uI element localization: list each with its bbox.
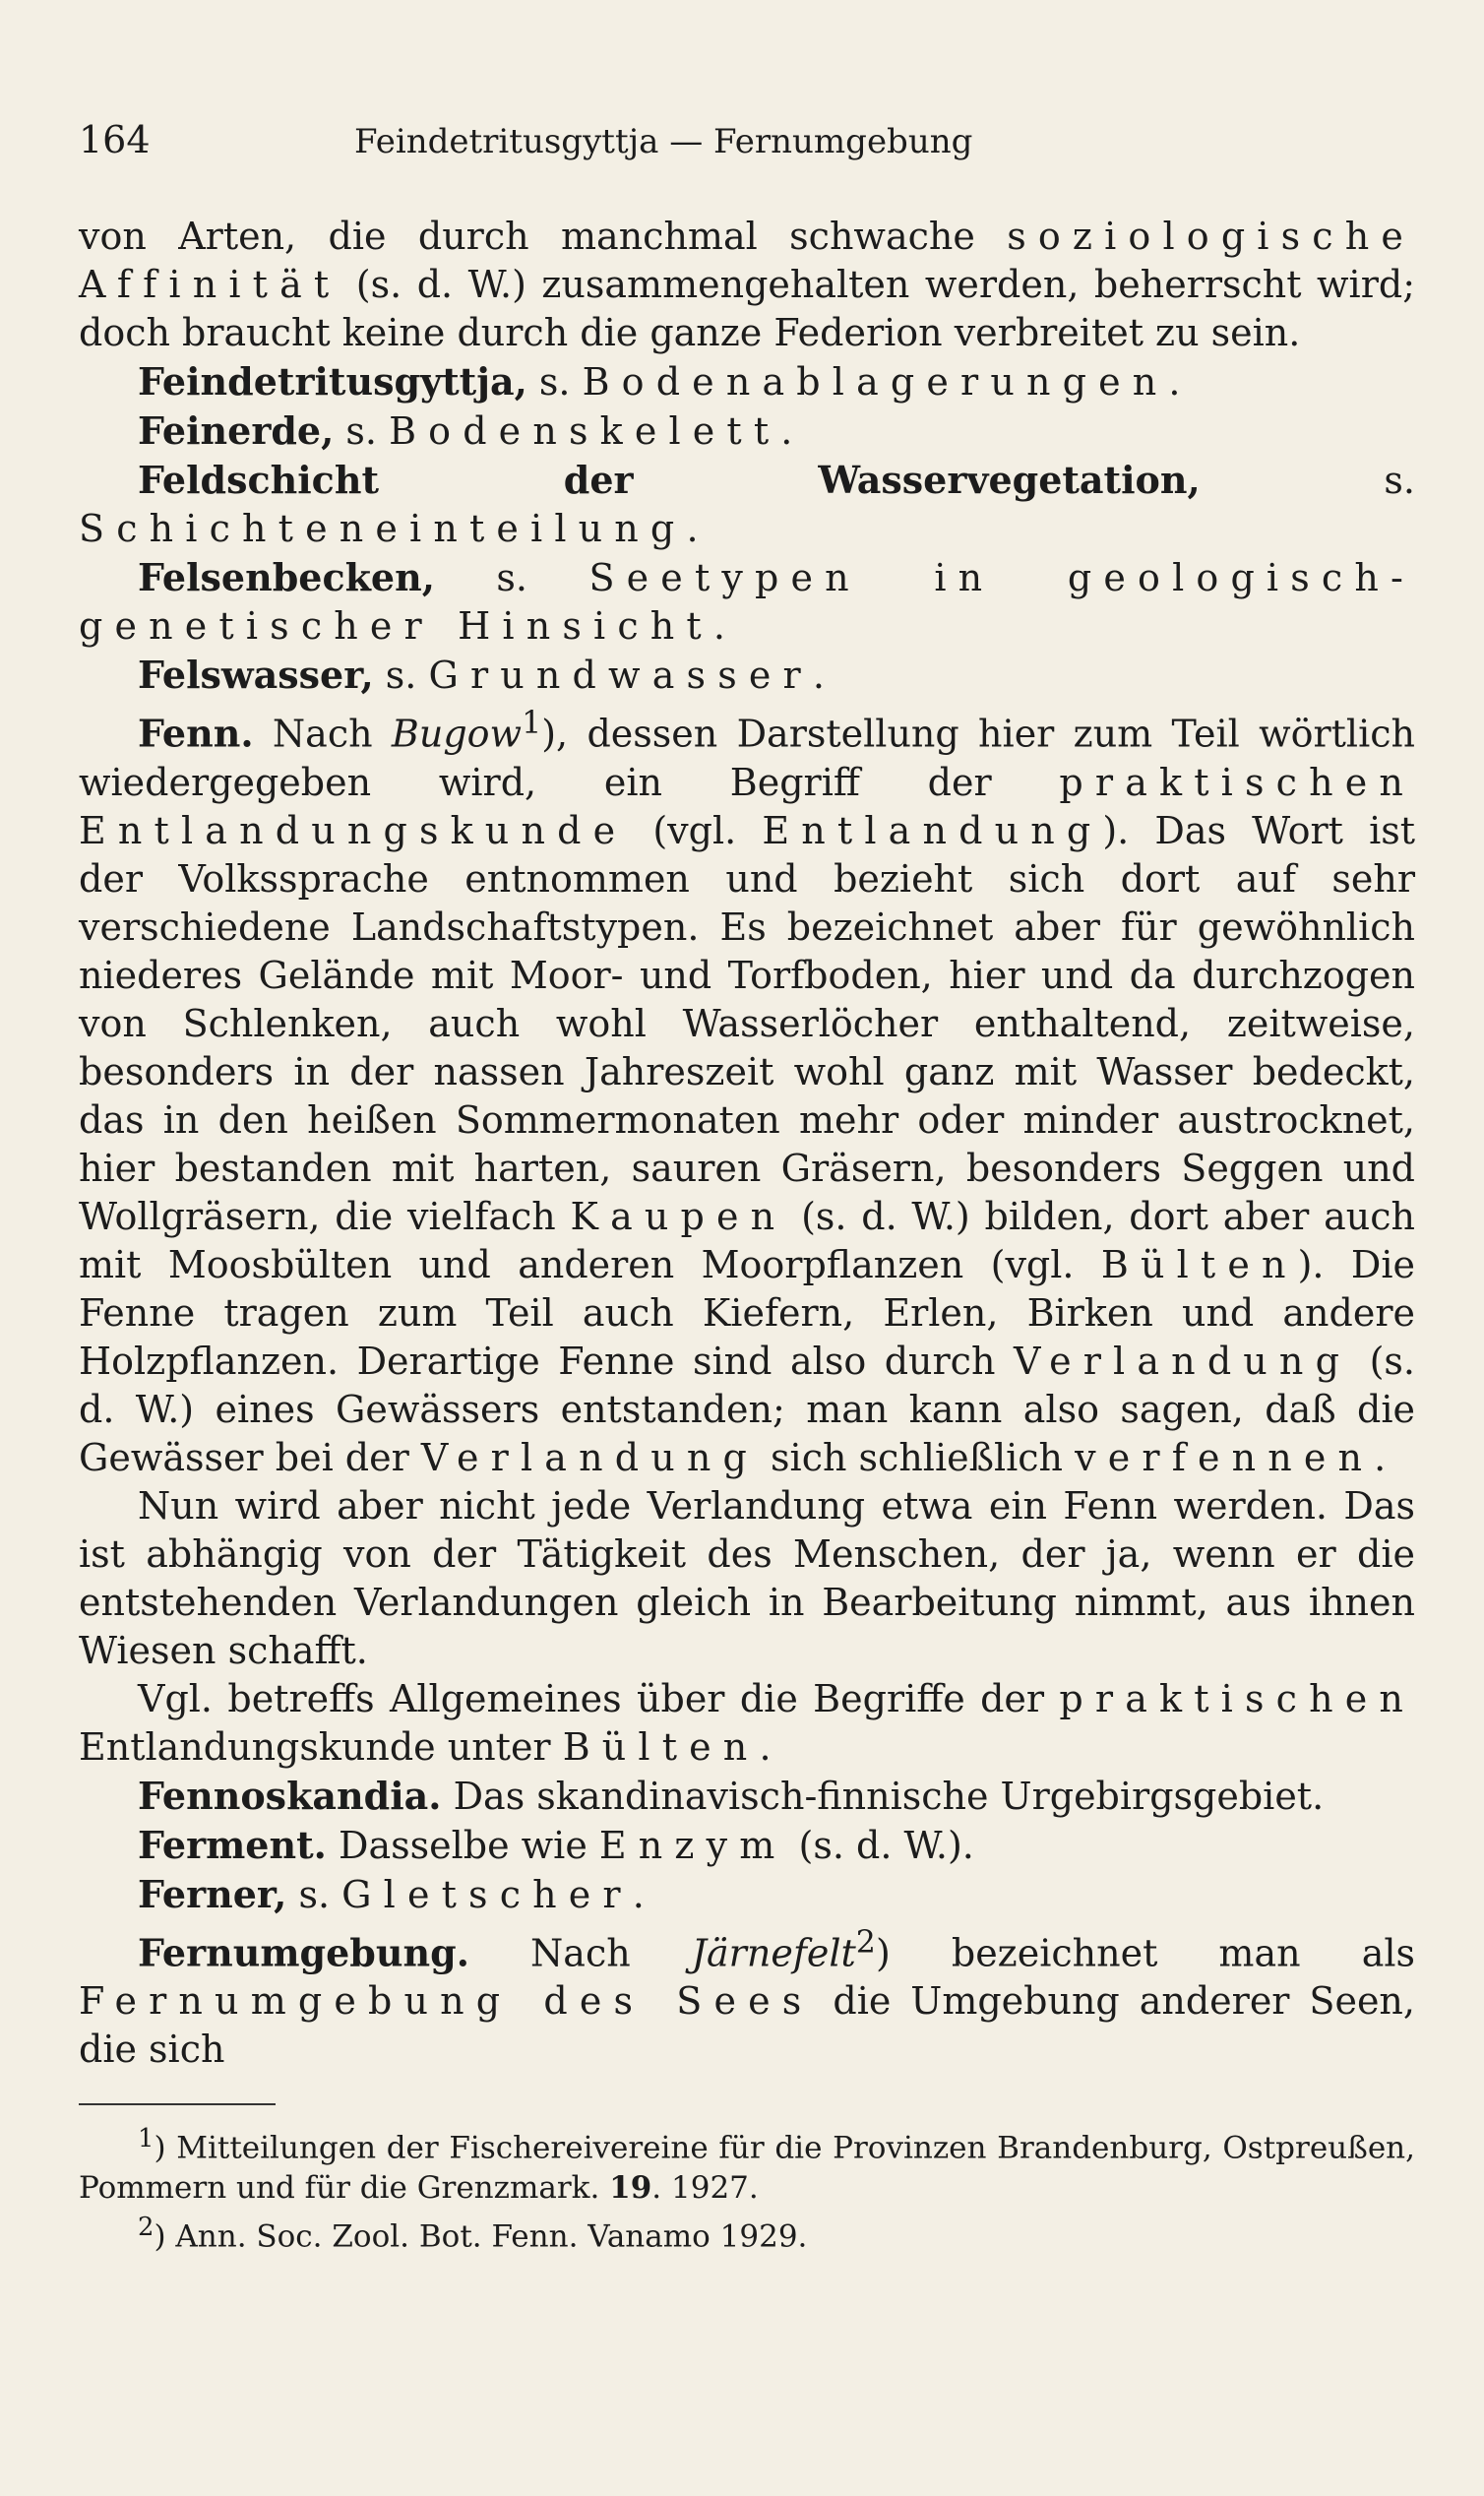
text-run: ). Das Wort ist der Volkssprache entnommen und bezieht sich dort auf sehr verschiedene Landschaftstypen. Es bezeichnet aber für gewöhnlich niederes Gelände mit Moor- und Torfboden, hier und da durchzogen von Schlenken, auch wohl Wasserlöcher enthaltend, zeitweise, besonders in der nassen Jahreszeit wohl ganz mit Wasser bedeckt, das in den heißen Sommermonaten mehr oder minder austrocknet, hier bestanden mit harten, sauren Gräsern, besonders Seggen und Wollgräsern, die vielfach <box>79 808 1415 1238</box>
headword: Fenn. <box>138 711 254 756</box>
text-run: Vgl. betreffs Allgemeines über die Begriffe der <box>138 1676 1060 1720</box>
text-run: . <box>1168 360 1181 404</box>
text-run: ) Ann. Soc. Zool. Bot. Fenn. Vanamo 1929. <box>154 2217 808 2254</box>
cross-reference: Bodenablagerungen <box>582 360 1169 404</box>
spaced-term: Fernumgebung des Sees <box>79 1979 814 2024</box>
text-run: . <box>1374 1435 1387 1479</box>
cross-reference: Seetypen in geologisch-genetischer Hinsicht <box>79 556 1415 648</box>
footnote-number: 1 <box>138 2124 155 2154</box>
volume-number: 19 <box>609 2169 652 2206</box>
text-run: (vgl. <box>627 808 763 852</box>
page-header <box>79 118 1415 161</box>
spaced-term: praktischen Entlandungskunde <box>79 760 1415 852</box>
fenn-paragraph-2: Nun wird aber nicht jede Verlandung etwa ein Fenn werden. Das ist abhängig von der Tätigkeit des Menschen, der ja, wenn er die entstehenden Verlandungen gleich in Bearbeitung nimmt, aus ihnen Wiesen schafft. <box>79 1483 1415 1672</box>
text-run: die Umgebung anderer Seen, die sich <box>79 1979 1415 2072</box>
text-run: s. <box>434 556 589 599</box>
author-name: Bugow <box>391 712 523 756</box>
headword: Felsenbecken, <box>138 555 435 599</box>
cross-reference: Gletscher <box>341 1872 633 1916</box>
text-run: . 1927. <box>651 2169 759 2206</box>
entry-fenn <box>79 700 1415 1482</box>
spaced-term: Bülten <box>562 1724 760 1769</box>
running-title: Feindetritusgyttja — Fernumgebung <box>354 122 973 161</box>
text-run: . <box>812 654 825 697</box>
text-run: s. <box>286 1872 342 1916</box>
headword: Feinerde, <box>138 408 335 453</box>
text-run: Nach <box>253 712 392 756</box>
text-run: Das skandinavisch-finnische Urgebirgsgebiet. <box>441 1774 1325 1818</box>
text-run: s. <box>526 360 583 404</box>
text-run: (s. d. W.). <box>786 1823 974 1867</box>
text-run: (s. d. W.) bilden, dort aber auch mit Moosbülten und anderen Moorpflanzen (vgl. <box>79 1194 1415 1286</box>
cross-reference: Grundwasser <box>428 654 813 697</box>
spaced-term: Verlandung <box>420 1435 759 1479</box>
spaced-term: praktischen <box>1059 1676 1415 1720</box>
text-run: . <box>759 1724 772 1769</box>
entry-ferner <box>79 1870 1415 1919</box>
cross-reference: Bodenskelett <box>389 409 781 453</box>
author-name: Järnefelt <box>691 1931 856 1975</box>
text-run: . <box>686 507 699 550</box>
text-run: s. <box>334 409 390 453</box>
continuation-paragraph <box>79 213 1415 357</box>
cross-reference: Enzym <box>598 1823 787 1867</box>
headword: Felswasser, <box>138 653 374 697</box>
spaced-term: Entlandung <box>762 808 1103 852</box>
text-run: s. <box>1200 459 1415 502</box>
spaced-term: soziologische Affinität <box>79 215 1415 306</box>
text-run: . <box>712 604 725 648</box>
text-run: ) Mitteilungen der Fischereivereine für die Provinzen Brandenburg, Ostpreußen, Pommern und für die Grenzmark. <box>79 2130 1415 2206</box>
entry-felswasser <box>79 651 1415 700</box>
headword: Ferner, <box>138 1871 287 1916</box>
spaced-term: Bülten <box>1100 1242 1298 1286</box>
text-run: ), dessen Darstellung hier zum Teil wörtlich wiedergegeben wird, ein Begriff der <box>79 712 1415 804</box>
text-run: Entlandungskunde unter <box>79 1724 563 1769</box>
text-run: ). Die Fenne tragen zum Teil auch Kiefern, Erlen, Birken und andere Holzpflanzen. Derartige Fenne sind also durch <box>79 1242 1415 1383</box>
footnote-marker: 2 <box>855 1924 876 1961</box>
page-number: 164 <box>79 118 151 161</box>
text-run: (s. d. W.) zusammengehalten werden, beherrscht wird; doch braucht keine durch die ganze Federion verbreitet zu sein. <box>79 263 1415 354</box>
text-run: sich schließlich <box>758 1435 1076 1479</box>
footnote-1 <box>79 2119 1415 2207</box>
footnote-number: 2 <box>138 2212 155 2242</box>
text-run: Nach <box>468 1931 692 1975</box>
headword: Ferment. <box>138 1822 327 1867</box>
cross-reference: Schichteneinteilung <box>79 507 687 550</box>
text-run: Dasselbe wie <box>326 1823 599 1867</box>
footnotes <box>79 2119 1415 2256</box>
text-run: (s. d. W.) eines Gewässers entstanden; man kann also sagen, daß die Gewässer bei der <box>79 1339 1415 1479</box>
text-run: . <box>632 1872 645 1916</box>
entry-felsenbecken <box>79 553 1415 651</box>
entry-fennoskandia <box>79 1772 1415 1821</box>
headword: Fernumgebung. <box>138 1930 469 1975</box>
fenn-paragraph-3 <box>79 1675 1415 1772</box>
headword: Feldschicht der Wasservegetation, <box>138 458 1201 502</box>
footnote-marker: 1 <box>522 706 542 741</box>
text-run: . <box>780 409 793 453</box>
text-run: ) bezeichnet man als <box>875 1931 1415 1975</box>
entry-fernumgebung <box>79 1919 1415 2075</box>
entry-feinerde <box>79 406 1415 456</box>
headword: Feindetritusgyttja, <box>138 359 527 404</box>
text-run: s. <box>373 654 429 697</box>
footnote-2 <box>79 2208 1415 2256</box>
headword: Fennoskandia. <box>138 1773 442 1818</box>
spaced-term: Verlandung <box>1013 1339 1352 1383</box>
entry-ferment <box>79 1821 1415 1870</box>
body-text <box>79 213 1415 2074</box>
entry-feldschicht <box>79 456 1415 553</box>
text-run: von Arten, die durch manchmal schwache <box>79 215 1008 258</box>
entry-feindetritusgyttja <box>79 357 1415 406</box>
footnote-divider <box>79 2103 276 2105</box>
spaced-term: Kaupen <box>570 1194 787 1238</box>
spaced-term: verfennen <box>1075 1435 1375 1479</box>
